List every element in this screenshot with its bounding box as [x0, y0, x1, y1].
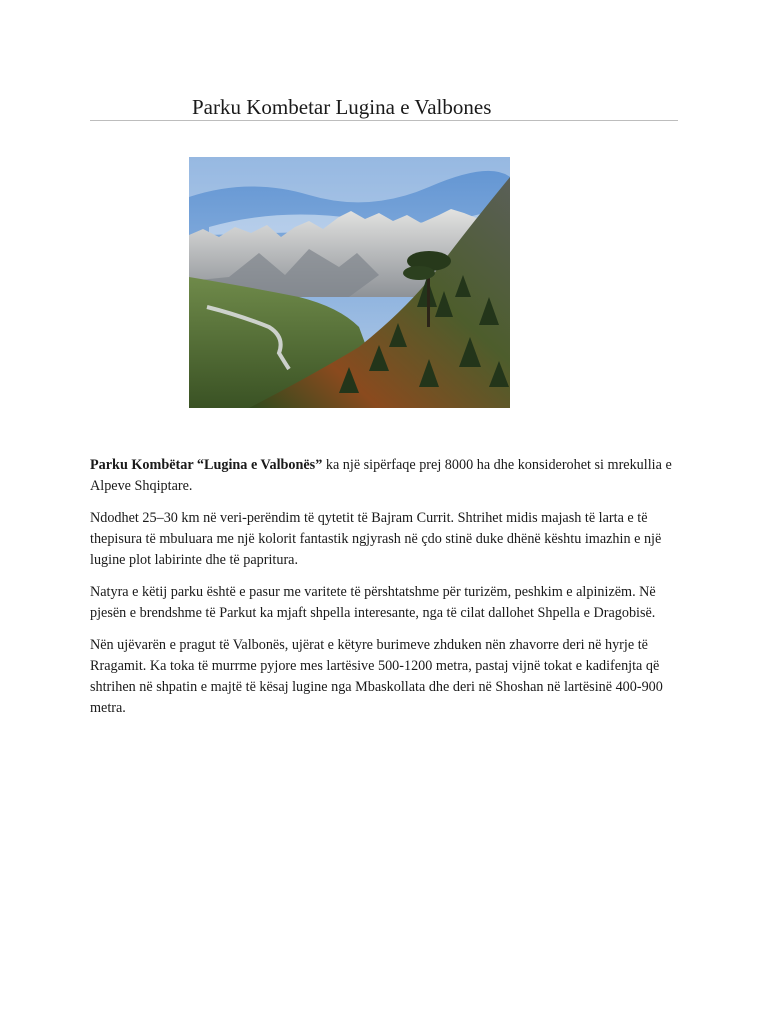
intro-text: ka një sipërfaqe prej 8000 ha dhe konsiderohet si mrekullia e Alpeve Shqiptare.	[90, 457, 672, 494]
intro-paragraph	[90, 455, 682, 497]
title-divider	[90, 120, 678, 121]
paragraph-waters: Nën ujëvarën e pragut të Valbonës, ujërat e këtyre burimeve zhduken nën zhavorre deri në hyrje të Rragamit. Ka toka të murrme pyjore mes lartësive 500-1200 metra, pastaj vijnë tokat e kadifenjta që shtrihen në shpatin e majtë të kësaj lugine nga Mbaskollata dhe deri në Shoshan në lartësinë 400-900 metra.	[90, 637, 663, 716]
park-name: Parku Kombëtar “Lugina e Valbonës”	[90, 457, 323, 473]
mountain-valley-image	[189, 157, 510, 408]
valley-photo	[189, 157, 510, 408]
page-title: Parku Kombetar Lugina e Valbones	[192, 95, 492, 119]
paragraph-nature: Natyra e këtij parku është e pasur me varitete të përshtatshme për turizëm, peshkim e alpinizëm. Në pjesën e brendshme të Parkut ka mjaft shpella interesante, nga të cilat dallohet Shpella e Dragobisë.	[90, 584, 656, 621]
paragraph-location: Ndodhet 25–30 km në veri-perëndim të qytetit të Bajram Currit. Shtrihet midis majash të larta e të thepisura të mbuluara me një kolorit fantastik ngjyrash në çdo stinë duke dhënë kështu imazhin e një lugine plot labirinte dhe të papritura.	[90, 510, 662, 568]
article-body	[90, 455, 682, 730]
